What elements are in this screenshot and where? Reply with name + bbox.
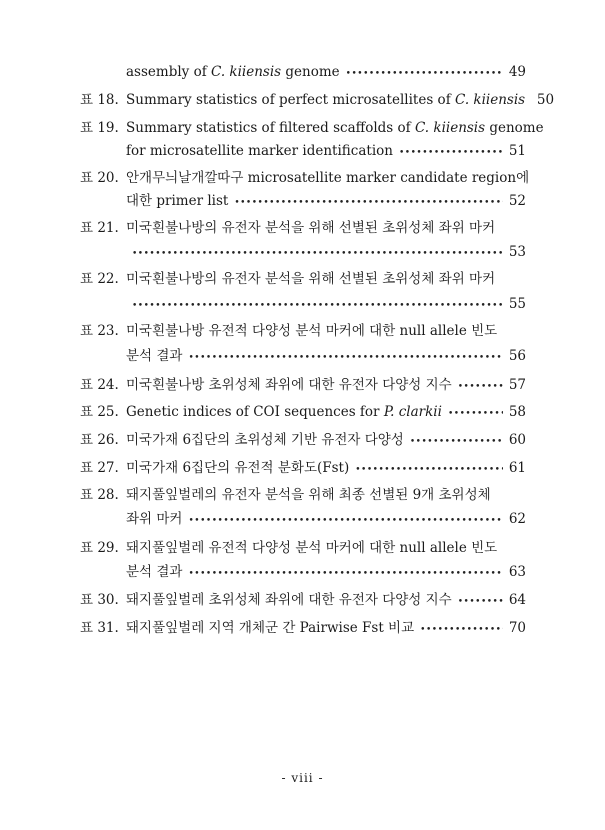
table-number-label: 표 26.: [80, 432, 119, 448]
toc-entry-title: [126, 61, 340, 83]
title-text: genome: [485, 120, 544, 136]
toc-entry-title: [126, 190, 228, 212]
title-text: 돼지풀잎벌레의 유전자 분석을 위해 최종 선별된 9개 초위성체: [126, 487, 491, 503]
title-text: Genetic indices of COI sequences for: [126, 404, 384, 420]
title-text: 분석 결과: [126, 564, 183, 580]
page-reference: 58: [508, 404, 526, 420]
toc-entry-line[interactable]: [80, 617, 526, 639]
page-reference: 60: [508, 432, 526, 448]
title-text: Summary statistics of perfect microsatellites of: [126, 92, 455, 108]
title-text: 분석 결과: [126, 348, 183, 364]
toc-entry-line[interactable]: [80, 268, 526, 290]
dot-leader: [132, 295, 503, 317]
title-text: Summary statistics of filtered scaffolds of: [126, 120, 415, 136]
table-number-label: 표 23.: [80, 323, 119, 339]
dot-leader: [132, 243, 503, 265]
dot-leader: [355, 459, 503, 481]
title-text: 미국가재 6집단의 유전적 분화도(Fst): [126, 460, 350, 476]
table-number-label: 표 25.: [80, 404, 119, 420]
toc-entry-title: [126, 508, 182, 530]
title-text: 미국흰불나방의 유전자 분석을 위해 선별된 초위성체 좌위 마커: [126, 220, 496, 236]
table-number-label: 표 19.: [80, 120, 119, 136]
species-name-italic: C. kiiensis: [414, 120, 486, 136]
title-text: 대한 primer list: [126, 193, 229, 209]
toc-entry-line[interactable]: [126, 140, 526, 162]
dot-leader: [458, 376, 503, 398]
toc-entry-title: [126, 561, 182, 583]
toc-entry-line[interactable]: [126, 190, 526, 212]
table-number-label: 표 29.: [80, 540, 119, 556]
toc-entry-title: [126, 401, 442, 423]
toc-entry-title: [126, 320, 497, 342]
title-text: genome: [281, 64, 340, 80]
page-number-footer: - viii -: [281, 771, 324, 785]
dot-leader: [399, 142, 503, 164]
table-number-label: 표 18.: [80, 92, 119, 108]
dot-leader: [188, 347, 503, 369]
toc-entry-line[interactable]: [126, 345, 526, 367]
toc-entry-line[interactable]: [80, 484, 526, 506]
toc-entry-line[interactable]: [80, 589, 526, 611]
page-reference: 64: [508, 592, 526, 608]
title-text: assembly of: [126, 64, 211, 80]
page-reference: 52: [508, 193, 526, 209]
table-number-label: 표 20.: [80, 170, 119, 186]
title-text: 미국가재 6집단의 초위성체 기반 유전자 다양성: [126, 432, 404, 448]
page-reference: 55: [508, 296, 526, 312]
dot-leader: [346, 63, 503, 85]
toc-entry-title: [126, 429, 404, 451]
dot-leader: [410, 431, 503, 453]
table-number-label: 표 31.: [80, 620, 119, 636]
page-reference: 51: [508, 143, 526, 159]
toc-entry-title: [126, 89, 525, 111]
page-reference: 62: [508, 511, 526, 527]
title-text: 안개무늬날개깔따구 microsatellite marker candidate region에: [126, 170, 530, 186]
title-text: for microsatellite marker identification: [126, 143, 393, 159]
toc-entry-line[interactable]: [80, 401, 526, 423]
toc-entry-line[interactable]: [80, 117, 544, 139]
toc-entry-title: [126, 117, 544, 139]
page-reference: 61: [508, 460, 526, 476]
dot-leader: [420, 619, 503, 641]
page-reference: 57: [508, 377, 526, 393]
toc-entry-line[interactable]: [80, 537, 526, 559]
dot-leader: [458, 591, 503, 613]
toc-entry-line[interactable]: [126, 561, 526, 583]
toc-entry-title: [126, 217, 495, 239]
table-number-label: 표 24.: [80, 377, 119, 393]
toc-entry-line[interactable]: [80, 167, 530, 189]
table-number-label: 표 21.: [80, 220, 119, 236]
toc-entry-title: [126, 374, 452, 396]
page-reference: 56: [508, 348, 526, 364]
page-reference: 53: [508, 244, 526, 260]
page-reference: 70: [508, 620, 526, 636]
species-name-italic: C. kiiensis: [454, 92, 526, 108]
page-reference: 49: [508, 64, 526, 80]
dot-leader: [448, 403, 503, 425]
toc-entry-title: [126, 140, 393, 162]
title-text: 돼지풀잎벌레 지역 개체군 간 Pairwise Fst 비교: [126, 620, 415, 636]
title-text: 좌위 마커: [126, 511, 183, 527]
toc-entry-line[interactable]: [80, 320, 526, 342]
toc-entry-line[interactable]: [80, 429, 526, 451]
toc-entry-title: [126, 345, 182, 367]
toc-entry-title: [126, 268, 495, 290]
toc-entry-title: [126, 617, 414, 639]
page-reference: 63: [508, 564, 526, 580]
title-text: 미국흰불나방 초위성체 좌위에 대한 유전자 다양성 지수: [126, 377, 452, 393]
toc-entry-line[interactable]: [126, 241, 526, 263]
table-number-label: 표 27.: [80, 460, 119, 476]
toc-entry-line[interactable]: [80, 374, 526, 396]
species-name-italic: C. kiiensis: [211, 64, 282, 80]
table-number-label: 표 22.: [80, 271, 119, 287]
title-text: 미국흰불나방 유전적 다양성 분석 마커에 대한 null allele 빈도: [126, 323, 498, 339]
toc-entry-title: [126, 484, 491, 506]
table-number-label: 표 28.: [80, 487, 119, 503]
title-text: 돼지풀잎벌레 초위성체 좌위에 대한 유전자 다양성 지수: [126, 592, 452, 608]
toc-entry-title: [126, 589, 452, 611]
page-reference: 50: [536, 92, 555, 108]
species-name-italic: P. clarkii: [383, 404, 442, 420]
toc-entry-line[interactable]: [126, 508, 526, 530]
toc-entry-title: [126, 537, 497, 559]
dot-leader: [234, 192, 503, 214]
toc-entry-line[interactable]: [80, 217, 526, 239]
table-number-label: 표 30.: [80, 592, 119, 608]
dot-leader: [188, 510, 503, 532]
toc-entry-line[interactable]: [80, 457, 526, 479]
toc-entry-line[interactable]: [80, 89, 555, 111]
toc-entry-title: [126, 167, 529, 189]
toc-entry-line[interactable]: [126, 293, 526, 315]
toc-entry-title: [126, 457, 349, 479]
dot-leader: [188, 563, 503, 585]
title-text: 미국흰불나방의 유전자 분석을 위해 선별된 초위성체 좌위 마커: [126, 271, 496, 287]
title-text: 돼지풀잎벌레 유전적 다양성 분석 마커에 대한 null allele 빈도: [126, 540, 498, 556]
toc-entry-line[interactable]: [126, 61, 526, 83]
